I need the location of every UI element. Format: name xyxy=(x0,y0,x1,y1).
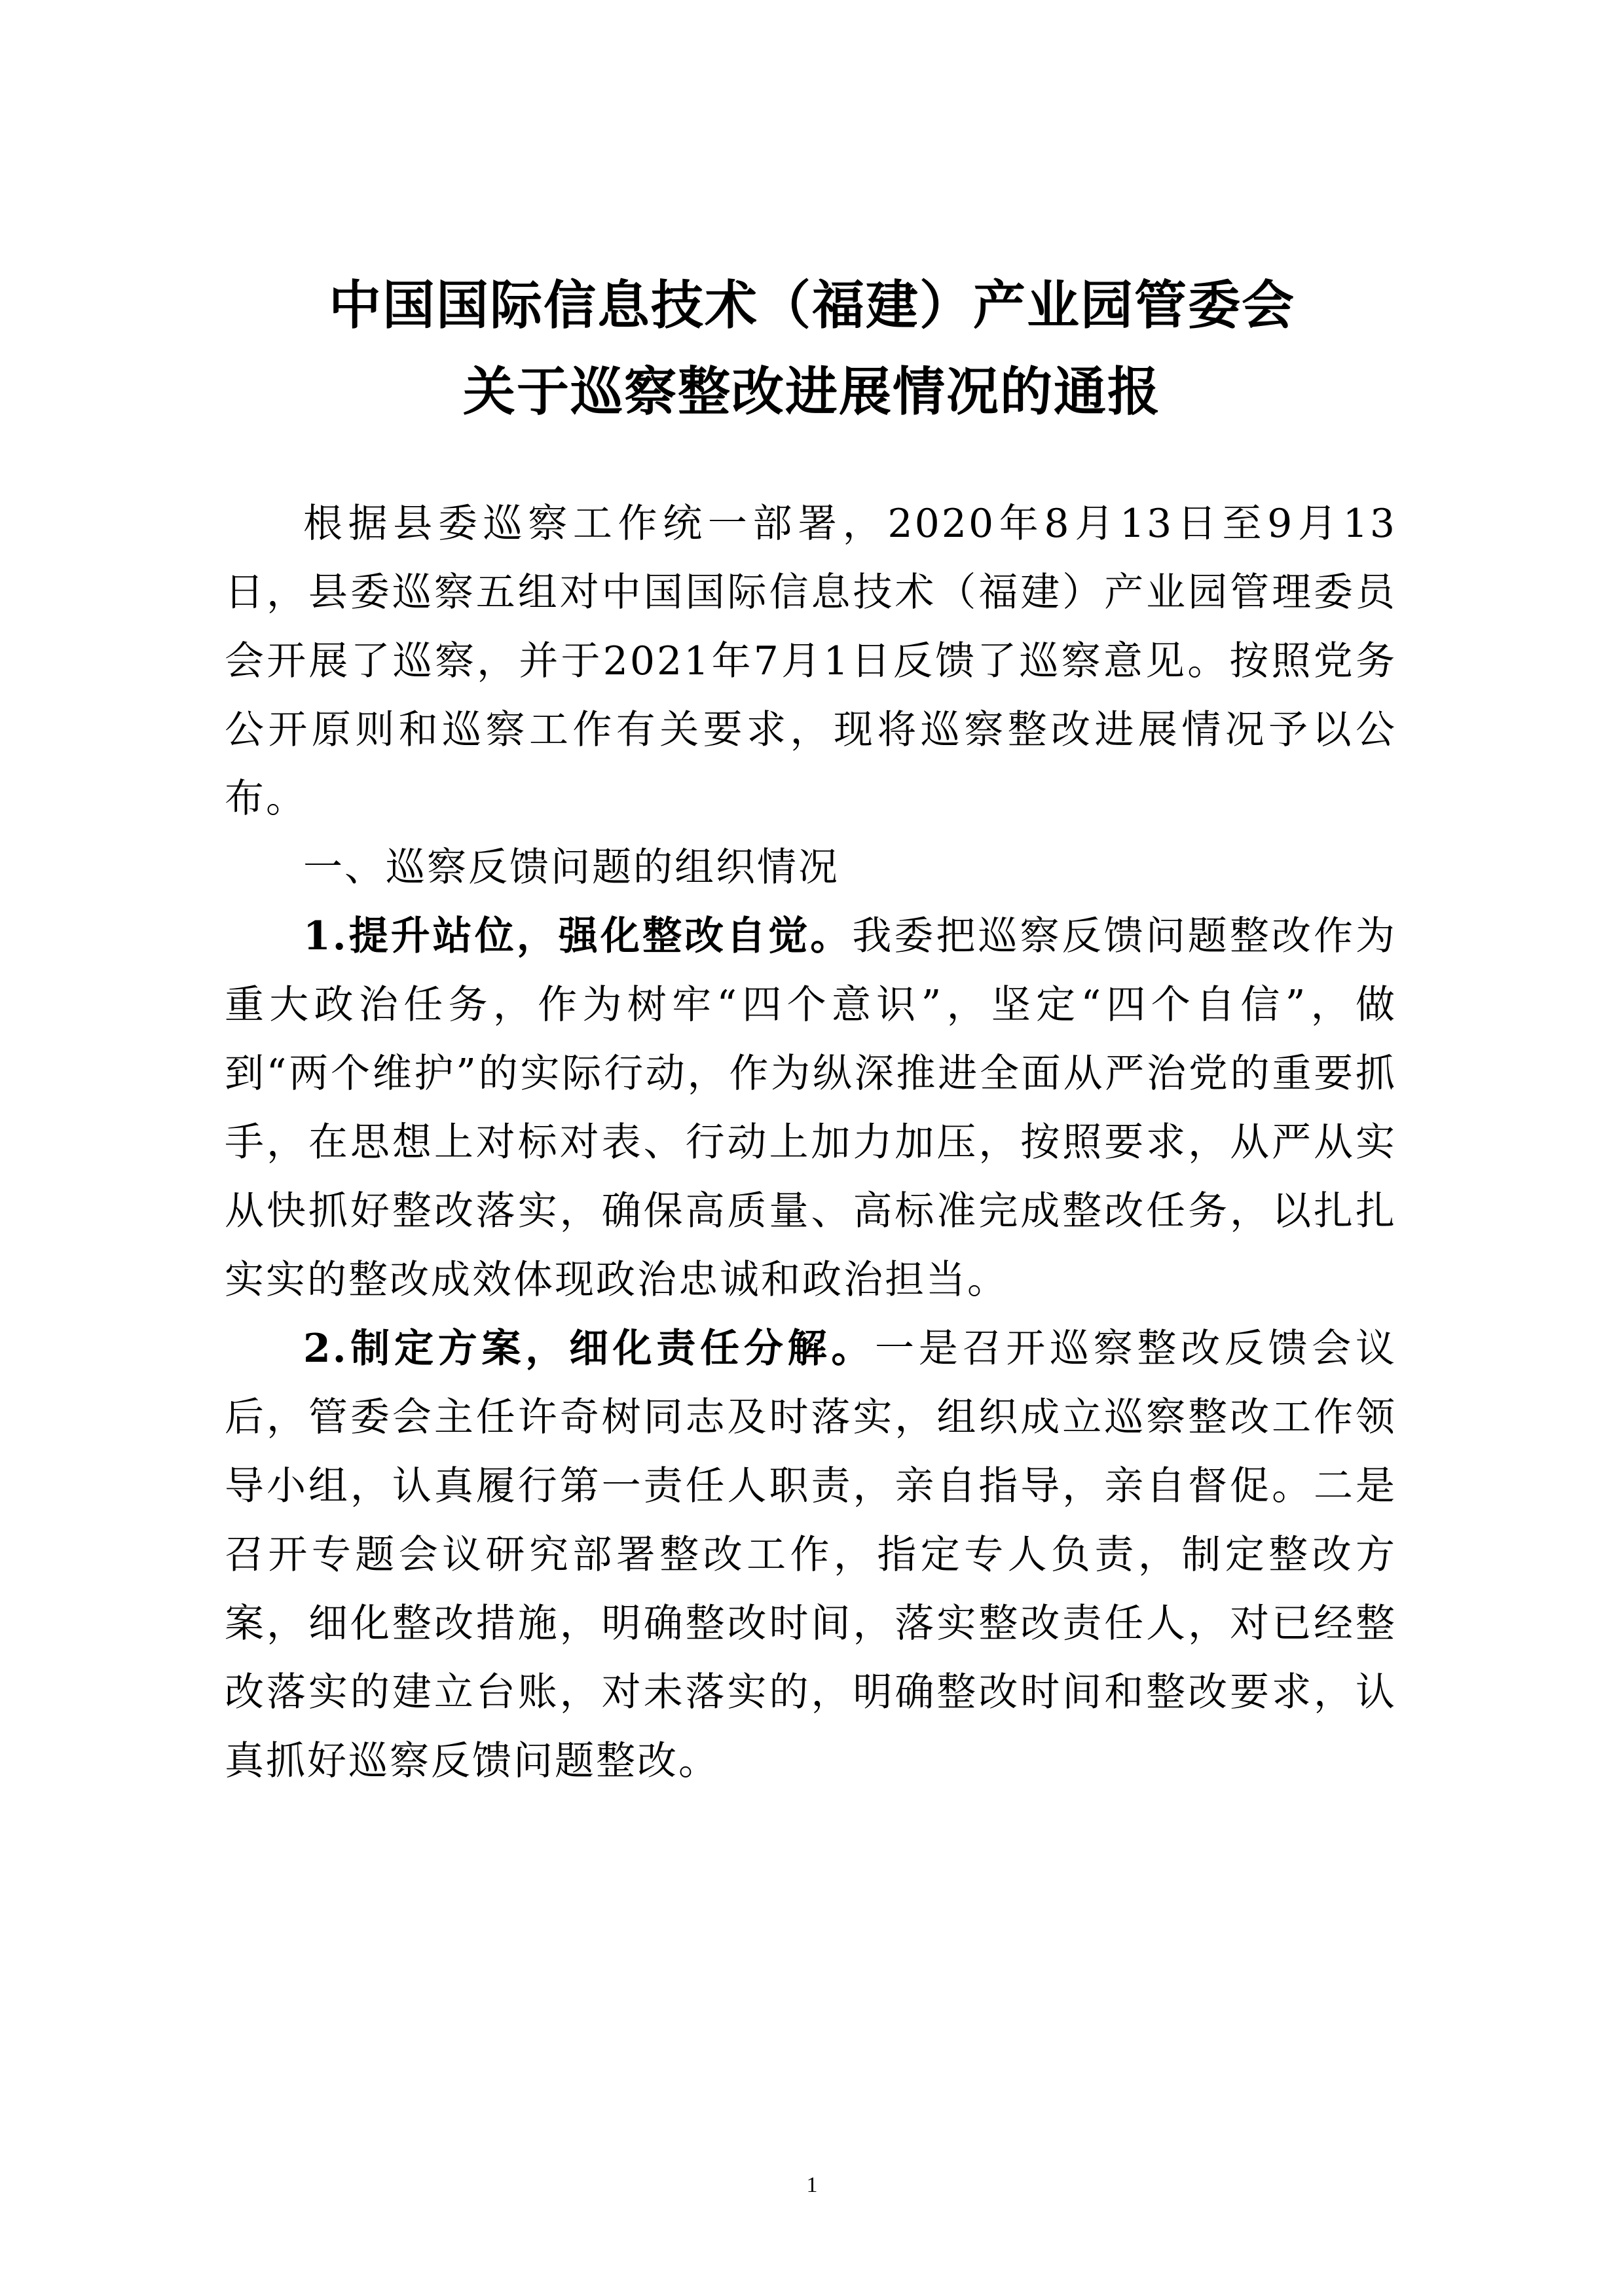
intro-paragraph: 根据县委巡察工作统一部署，2020年8月13日至9月13日，县委巡察五组对中国国际信息技术（福建）产业园管理委员会开展了巡察，并于2021年7月1日反馈了巡察意见。按照党务公开原则和巡察工作有关要求，现将巡察整改进展情况予以公布。 xyxy=(225,501,1397,822)
document-body xyxy=(225,490,1397,1796)
item2-lead: 2.制定方案，细化责任分解。 xyxy=(303,1326,876,1372)
page-number: 1 xyxy=(806,2173,818,2197)
item2-paragraph xyxy=(225,1315,1397,1796)
item1-paragraph xyxy=(225,902,1397,1315)
section-heading: 一、巡察反馈问题的组织情况 xyxy=(303,845,840,890)
item2-text: 一是召开巡察整改反馈会议后，管委会主任许奇树同志及时落实，组织成立巡察整改工作领导小组，认真履行第一责任人职责，亲自指导，亲自督促。二是召开专题会议研究部署整改工作，指定专人负责，制定整改方案，细化整改措施，明确整改时间，落实整改责任人，对已经整改落实的建立台账，对未落实的，明确整改时间和整改要求，认真抓好巡察反馈问题整改。 xyxy=(225,1326,1397,1784)
document-title-line2: 关于巡察整改进展情况的通报 xyxy=(463,361,1161,422)
item1-lead: 1.提升站位，强化整改自觉。 xyxy=(303,913,853,959)
item1-text: 我委把巡察反馈问题整改作为重大政治任务，作为树牢“四个意识”，坚定“四个自信”，做到“两个维护”的实际行动，作为纵深推进全面从严治党的重要抓手，在思想上对标对表、行动上加力加压，按照要求，从严从实从快抓好整改落实，确保高质量、高标准完成整改任务，以扎扎实实的整改成效体现政治忠诚和政治担当。 xyxy=(225,913,1397,1303)
document-title-line1: 中国国际信息技术（福建）产业园管委会 xyxy=(329,274,1295,336)
